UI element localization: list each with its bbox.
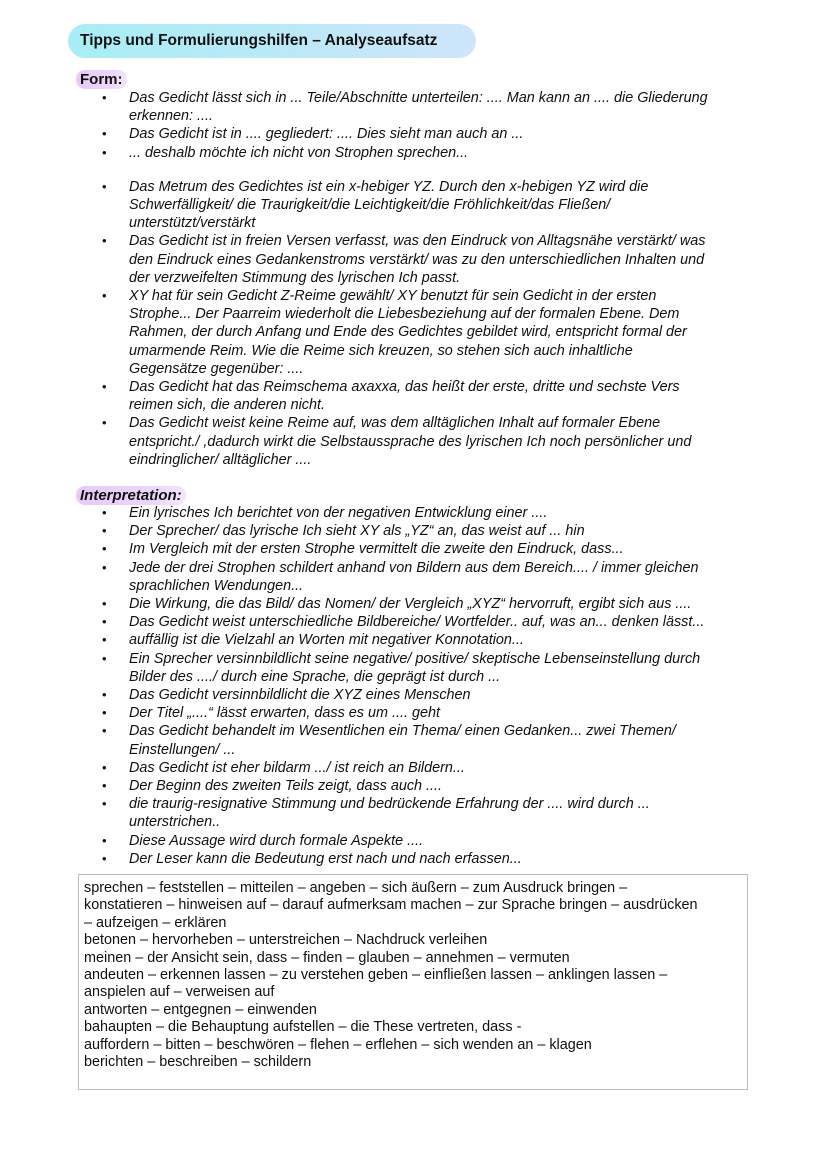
- bullet-icon: •: [102, 796, 107, 812]
- bullet-icon: •: [102, 90, 107, 105]
- list-item-text: Jede der drei Strophen schildert anhand von Bildern aus dem Bereich.... / immer gleichen: [129, 559, 699, 576]
- list-item: [0, 650, 828, 686]
- section-heading-interpretation: Interpretation:: [76, 486, 186, 505]
- bullet-icon: •: [102, 126, 107, 142]
- list-item: [0, 722, 828, 758]
- vocabulary-line: meinen – der Ansicht sein, dass – finden – glauben – annehmen – vermuten: [84, 949, 570, 966]
- vocabulary-line: betonen – hervorheben – unterstreichen – Nachdruck verleihen: [84, 932, 488, 949]
- list-item: [0, 540, 828, 558]
- list-spacer: [0, 162, 828, 178]
- vocabulary-line: andeuten – erkennen lassen – zu verstehen geben – einfließen lassen – anklingen lassen –: [84, 967, 668, 984]
- list-item-text: auffällig ist die Vielzahl an Worten mit negativer Konnotation...: [129, 632, 524, 649]
- list-item-text: Im Vergleich mit der ersten Strophe vermittelt die zweite den Eindruck, dass...: [129, 541, 624, 558]
- list-item: [0, 504, 828, 522]
- list-item-text: Der Leser kann die Bedeutung erst nach und nach erfassen...: [129, 850, 522, 867]
- vocabulary-line: anspielen auf – verweisen auf: [84, 984, 275, 1001]
- list-item-text: den Eindruck eines Gedankenstroms verstärkt/ was zu den unterschiedlichen Inhalten und: [129, 251, 705, 268]
- bullet-icon: •: [102, 705, 107, 721]
- list-item: [0, 125, 828, 143]
- vocabulary-line: bahaupten – die Behauptung aufstellen – die These vertreten, dass -: [84, 1019, 522, 1036]
- list-item-text: Gegensätze gegenüber: ....: [129, 360, 304, 377]
- bullet-icon: •: [102, 178, 107, 194]
- bullet-icon: •: [102, 778, 107, 794]
- vocabulary-line: antworten – entgegnen – einwenden: [84, 1001, 317, 1018]
- list-item-text: Das Gedicht ist in freien Versen verfasst, was den Eindruck von Alltagsnähe verstärkt/ was: [129, 233, 706, 250]
- bullet-icon: •: [102, 541, 107, 557]
- list-item-text: die traurig-resignative Stimmung und bedrückende Erfahrung der .... wird durch ...: [129, 796, 650, 813]
- vocabulary-line: berichten – beschreiben – schildern: [84, 1054, 312, 1071]
- list-item-text: XY hat für sein Gedicht Z-Reime gewählt/ XY benutzt für sein Gedicht in der ersten: [129, 288, 657, 305]
- list-item: [0, 89, 828, 125]
- section-heading-form: Form:: [76, 70, 127, 89]
- list-item-text: Das Gedicht ist in .... gegliedert: .... Dies sieht man auch an ...: [129, 126, 524, 143]
- list-item-text: Das Gedicht weist keine Reime auf, was dem alltäglichen Inhalt auf formaler Ebene: [129, 415, 661, 432]
- list-item-text: erkennen: ....: [129, 108, 213, 125]
- list-item-text: Rahmen, der durch Anfang und Ende des Gedichtes gebildet wird, entspricht formal der: [129, 324, 687, 341]
- list-item-text: umarmende Reim. Wie die Reime sich kreuzen, so stehen sich auch inhaltliche: [129, 342, 633, 359]
- bullet-icon: •: [102, 144, 107, 160]
- bullet-icon: •: [102, 723, 107, 739]
- list-item: [0, 144, 828, 162]
- bullet-icon: •: [102, 614, 107, 630]
- list-item: [0, 832, 828, 850]
- list-item: [0, 795, 828, 831]
- bullet-icon: •: [102, 379, 107, 395]
- list-item: [0, 759, 828, 777]
- list-item-text: Der Sprecher/ das lyrische Ich sieht XY als „YZ“ an, das weist auf ... hin: [129, 523, 585, 540]
- bullet-icon: •: [102, 596, 107, 612]
- list-item-text: ... deshalb möchte ich nicht von Strophen sprechen...: [129, 144, 469, 161]
- list-item: [0, 232, 828, 287]
- page-title: Tipps und Formulierungshilfen – Analyseaufsatz: [68, 24, 476, 58]
- bullet-icon: •: [102, 832, 107, 848]
- list-item-text: eindringlicher/ alltäglicher ....: [129, 451, 312, 468]
- list-item-text: sprachlichen Wendungen...: [129, 577, 304, 594]
- bullet-icon: •: [102, 288, 107, 304]
- list-item: [0, 613, 828, 631]
- list-item-text: Einstellungen/ ...: [129, 741, 236, 758]
- bullet-icon: •: [102, 687, 107, 703]
- bullet-icon: •: [102, 523, 107, 539]
- list-item: [0, 522, 828, 540]
- list-item: [0, 378, 828, 414]
- bullet-icon: •: [102, 632, 107, 648]
- vocabulary-box: [78, 874, 748, 1090]
- list-item-text: Das Gedicht versinnbildlicht die XYZ eines Menschen: [129, 687, 471, 704]
- list-item: [0, 595, 828, 613]
- list-item: [0, 559, 828, 595]
- bullet-icon: •: [102, 650, 107, 666]
- vocabulary-line: auffordern – bitten – beschwören – flehen – erflehen – sich wenden an – klagen: [84, 1036, 592, 1053]
- list-item: [0, 414, 828, 469]
- list-item-text: entspricht./ ,dadurch wirkt die Selbstaussprache des lyrischen Ich noch persönlicher und: [129, 433, 692, 450]
- list-item-text: Das Metrum des Gedichtes ist ein x-hebiger YZ. Durch den x-hebigen YZ wird die: [129, 178, 649, 195]
- vocabulary-line: sprechen – feststellen – mitteilen – angeben – sich äußern – zum Ausdruck bringen –: [84, 880, 628, 896]
- list-item-text: Diese Aussage wird durch formale Aspekte ....: [129, 832, 424, 849]
- bullet-icon: •: [102, 415, 107, 431]
- form-tips-list: [0, 89, 828, 469]
- list-item-text: unterstützt/verstärkt: [129, 215, 256, 232]
- bullet-icon: •: [102, 233, 107, 249]
- list-item: [0, 704, 828, 722]
- list-item-text: Der Beginn des zweiten Teils zeigt, dass auch ....: [129, 778, 443, 795]
- list-item: [0, 287, 828, 378]
- list-item-text: der verzweifelten Stimmung des lyrischen Ich passt.: [129, 269, 461, 286]
- list-item-text: Strophe... Der Paarreim wiederholt die Liebesbeziehung auf der formalen Ebene. Dem: [129, 306, 680, 323]
- list-item-text: Der Titel „....“ lässt erwarten, dass es um .... geht: [129, 705, 440, 722]
- list-item-text: Das Gedicht lässt sich in ... Teile/Abschnitte unterteilen: .... Man kann an .... die Gliederung: [129, 90, 708, 106]
- list-item: [0, 777, 828, 795]
- list-item-text: reimen sich, die anderen nicht.: [129, 397, 325, 414]
- bullet-icon: •: [102, 850, 107, 866]
- list-item-text: Schwerfälligkeit/ die Traurigkeit/die Leichtigkeit/die Fröhlichkeit/das Fließen/: [129, 197, 611, 214]
- list-item-text: Ein lyrisches Ich berichtet von der negativen Entwicklung einer ....: [129, 505, 548, 521]
- list-item: [0, 686, 828, 704]
- list-item-text: Ein Sprecher versinnbildlicht seine negative/ positive/ skeptische Lebenseinstellung durch: [129, 650, 701, 667]
- list-item-text: unterstrichen..: [129, 814, 221, 831]
- bullet-icon: •: [102, 559, 107, 575]
- bullet-icon: •: [102, 759, 107, 775]
- list-item: [0, 178, 828, 233]
- bullet-icon: •: [102, 505, 107, 520]
- vocabulary-line: – aufzeigen – erklären: [84, 914, 227, 931]
- list-item: [0, 850, 828, 868]
- list-item-text: Bilder des ..../ durch eine Sprache, die geprägt ist durch ...: [129, 668, 501, 685]
- list-item-text: Das Gedicht hat das Reimschema axaxxa, das heißt der erste, dritte und sechste Vers: [129, 379, 680, 396]
- list-item-text: Das Gedicht weist unterschiedliche Bildbereiche/ Wortfelder.. auf, was an... denken lässt...: [129, 614, 705, 631]
- list-item-text: Das Gedicht behandelt im Wesentlichen ein Thema/ einen Gedanken... zwei Themen/: [129, 723, 676, 740]
- list-item-text: Die Wirkung, die das Bild/ das Nomen/ der Vergleich „XYZ“ hervorruft, ergibt sich aus ....: [129, 596, 692, 613]
- interpretation-tips-list: [0, 504, 828, 868]
- list-item: [0, 631, 828, 649]
- list-item-text: Das Gedicht ist eher bildarm .../ ist reich an Bildern...: [129, 759, 465, 776]
- vocabulary-line: konstatieren – hinweisen auf – darauf aufmerksam machen – zur Sprache bringen – ausdrücken: [84, 897, 698, 914]
